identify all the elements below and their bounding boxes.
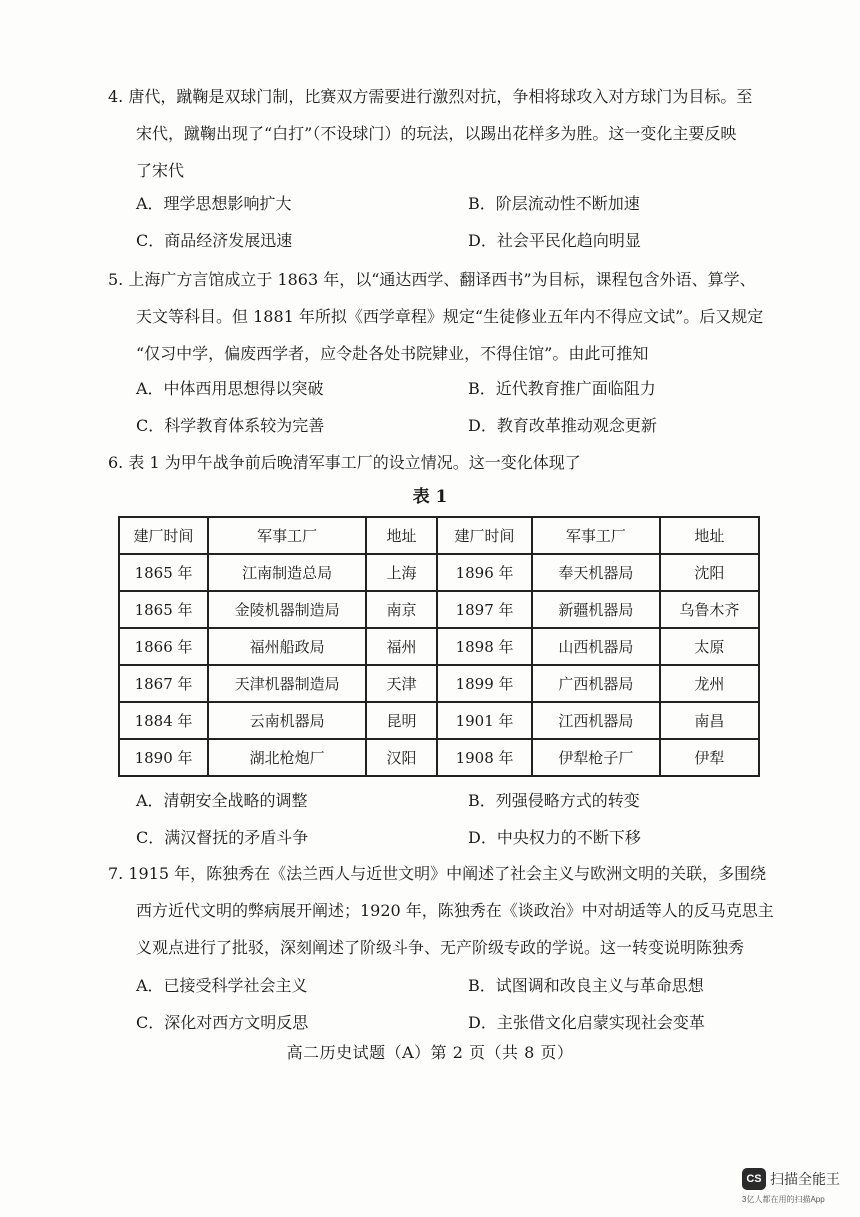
question-5 — [108, 261, 788, 372]
table-cell: 广西机器局 — [532, 665, 660, 702]
option-a: A．中体西用思想得以突破 — [136, 379, 324, 398]
table-cell: 上海 — [366, 554, 437, 591]
question-7-options — [136, 967, 796, 1041]
option-a: A．理学思想影响扩大 — [136, 194, 292, 213]
table-cell: 龙州 — [660, 665, 759, 702]
option-d: D．教育改革推动观念更新 — [468, 416, 657, 435]
option-b: B．试图调和改良主义与革命思想 — [468, 976, 704, 995]
table-cell: 1896 年 — [437, 554, 532, 591]
table-cell: 1899 年 — [437, 665, 532, 702]
question-5-line-2: 天文等科目。但 1881 年所拟《西学章程》规定“生徒修业五年内不得应文试”。后又规定 — [136, 307, 764, 326]
question-4-line-1: 4. 唐代，蹴鞠是双球门制，比赛双方需要进行激烈对抗，争相将球攻入对方球门为目标。至 — [108, 87, 753, 106]
option-b: B．列强侵略方式的转变 — [468, 791, 640, 810]
option-d: D．主张借文化启蒙实现社会变革 — [468, 1013, 705, 1032]
table-cell: 1865 年 — [119, 591, 208, 628]
option-c: C．深化对西方文明反思 — [136, 1013, 309, 1032]
question-7-line-2: 西方近代文明的弊病展开阐述；1920 年，陈独秀在《谈政治》中对胡适等人的反马克思主 — [136, 901, 774, 920]
table-cell: 新疆机器局 — [532, 591, 660, 628]
header-cell: 建厂时间 — [119, 517, 208, 554]
option-c: C．满汉督抚的矛盾斗争 — [136, 828, 309, 847]
table-cell: 江南制造总局 — [208, 554, 366, 591]
option-d: D．中央权力的不断下移 — [468, 828, 641, 847]
option-a: A．清朝安全战略的调整 — [136, 791, 308, 810]
option-c: C．商品经济发展迅速 — [136, 231, 293, 250]
header-cell: 地址 — [366, 517, 437, 554]
scanner-watermark — [742, 1166, 842, 1210]
table-cell: 福州船政局 — [208, 628, 366, 665]
table-cell: 1890 年 — [119, 739, 208, 776]
table-cell: 天津 — [366, 665, 437, 702]
watermark-name: 扫描全能王 — [770, 1171, 840, 1187]
table-cell: 汉阳 — [366, 739, 437, 776]
question-6-stem: 6. 表 1 为甲午战争前后晚清军事工厂的设立情况。这一变化体现了 — [108, 453, 581, 472]
question-5-line-1: 5. 上海广方言馆成立于 1863 年，以“通达西学、翻译西书”为目标，课程包含外语、算学、 — [108, 270, 756, 289]
option-a: A．已接受科学社会主义 — [136, 976, 308, 995]
table-cell: 南昌 — [660, 702, 759, 739]
table-cell: 奉天机器局 — [532, 554, 660, 591]
question-5-line-3: “仅习中学，偏废西学者，应令赴各处书院肄业，不得住馆”。由此可推知 — [136, 344, 649, 363]
table-cell: 1884 年 — [119, 702, 208, 739]
table-cell: 云南机器局 — [208, 702, 366, 739]
table-row — [119, 628, 759, 665]
question-4 — [108, 78, 788, 189]
question-4-line-3: 了宋代 — [136, 161, 185, 180]
table-cell: 太原 — [660, 628, 759, 665]
question-6 — [108, 444, 788, 481]
table-cell: 金陵机器制造局 — [208, 591, 366, 628]
question-5-options — [136, 370, 796, 444]
table-cell: 1901 年 — [437, 702, 532, 739]
table-cell: 1908 年 — [437, 739, 532, 776]
question-4-options — [136, 185, 796, 259]
question-7 — [108, 855, 788, 966]
table-caption: 表 1 — [412, 487, 448, 507]
question-7-line-3: 义观点进行了批驳，深刻阐述了阶级斗争、无产阶级专政的学说。这一转变说明陈独秀 — [136, 938, 745, 957]
table-cell: 山西机器局 — [532, 628, 660, 665]
header-cell: 军事工厂 — [532, 517, 660, 554]
option-b: B．阶层流动性不断加速 — [468, 194, 640, 213]
page-footer: 高二历史试题（A）第 2 页（共 8 页） — [286, 1043, 574, 1062]
table-row — [119, 554, 759, 591]
table-cell: 伊犁 — [660, 739, 759, 776]
table-cell: 1897 年 — [437, 591, 532, 628]
question-6-options — [136, 782, 796, 856]
table-cell: 江西机器局 — [532, 702, 660, 739]
table-cell: 伊犁枪子厂 — [532, 739, 660, 776]
watermark-tagline: 3亿人都在用的扫描App — [742, 1195, 825, 1204]
table-cell: 沈阳 — [660, 554, 759, 591]
factory-table — [118, 516, 760, 777]
header-cell: 地址 — [660, 517, 759, 554]
table-row — [119, 591, 759, 628]
header-cell: 建厂时间 — [437, 517, 532, 554]
camscanner-logo-icon: CS — [742, 1168, 766, 1190]
table-cell: 南京 — [366, 591, 437, 628]
option-c: C．科学教育体系较为完善 — [136, 416, 325, 435]
option-d: D．社会平民化趋向明显 — [468, 231, 641, 250]
table-cell: 湖北枪炮厂 — [208, 739, 366, 776]
table-cell: 1865 年 — [119, 554, 208, 591]
table-row — [119, 702, 759, 739]
table-row — [119, 739, 759, 776]
question-7-line-1: 7. 1915 年，陈独秀在《法兰西人与近世文明》中阐述了社会主义与欧洲文明的关联，多围绕 — [108, 864, 767, 883]
table-cell: 1867 年 — [119, 665, 208, 702]
table-cell: 1898 年 — [437, 628, 532, 665]
question-4-line-2: 宋代，蹴鞠出现了“白打”（不设球门）的玩法，以踢出花样多为胜。这一变化主要反映 — [136, 124, 737, 143]
table-cell: 昆明 — [366, 702, 437, 739]
table-cell: 乌鲁木齐 — [660, 591, 759, 628]
header-cell: 军事工厂 — [208, 517, 366, 554]
table-cell: 1866 年 — [119, 628, 208, 665]
table-header-row — [119, 517, 759, 554]
table-row — [119, 665, 759, 702]
option-b: B．近代教育推广面临阻力 — [468, 379, 656, 398]
table-cell: 福州 — [366, 628, 437, 665]
table-cell: 天津机器制造局 — [208, 665, 366, 702]
